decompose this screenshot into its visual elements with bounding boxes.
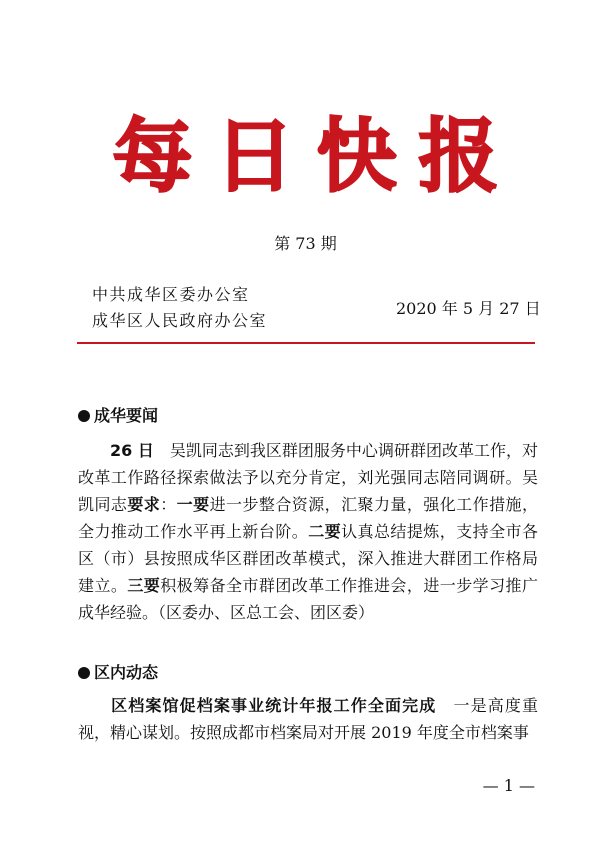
bullet-icon: [78, 410, 90, 422]
news-paragraph: [78, 692, 538, 746]
section-heading-chenghua-news: [78, 406, 158, 426]
keyword-first: 一要: [176, 495, 210, 514]
section-heading-district-news: [78, 663, 158, 683]
paragraph-lead: 区档案馆促档案事业统计年报工作全面完成: [110, 696, 437, 715]
paragraph-text: 吴凯同志到我区群团服务中心调研群团改革工作，对改革工作路径探索做法予以充分肯定，刘光强同志陪同调研。吴凯同志: [78, 441, 538, 514]
keyword-second: 二要: [308, 522, 342, 541]
issuer-government-office: 成华区人民政府办公室: [92, 311, 268, 330]
issuer-party-office: 中共成华区委办公室: [92, 285, 250, 304]
header-divider: [77, 342, 535, 344]
keyword-third: 三要: [127, 576, 161, 595]
masthead-title: 每日快报: [112, 109, 521, 203]
news-paragraph: [78, 437, 538, 626]
paragraph-text: 进一步整合资源，汇聚力量，强化工作措施，全力推动工作水平再上新台阶。: [78, 495, 538, 541]
publication-date: 2020 年 5 月 27 日: [396, 299, 541, 318]
paragraph-text: ：: [160, 495, 177, 514]
bullet-icon: [78, 667, 90, 679]
paragraph-text: 一是高度重视，精心谋划。按照成都市档案局对开展 2019 年度全市档案事: [78, 696, 538, 742]
paragraph-text: 认真总结提炼，支持全市各区（市）县按照成华区群团改革模式，深入推进大群团工作格局建立。: [78, 522, 538, 595]
paragraph-text: 积极筹备全市群团改革工作推进会，进一步学习推广成华经验。（区委办、区总工会、团区委）: [78, 576, 538, 622]
issue-number: 第 73 期: [274, 234, 337, 253]
page-number: — 1 —: [482, 776, 535, 795]
keyword-require: 要求: [127, 495, 161, 514]
paragraph-lead: 26 日: [110, 441, 154, 460]
section-heading-text: 成华要闻: [94, 406, 159, 425]
section-heading-text: 区内动态: [94, 663, 159, 682]
